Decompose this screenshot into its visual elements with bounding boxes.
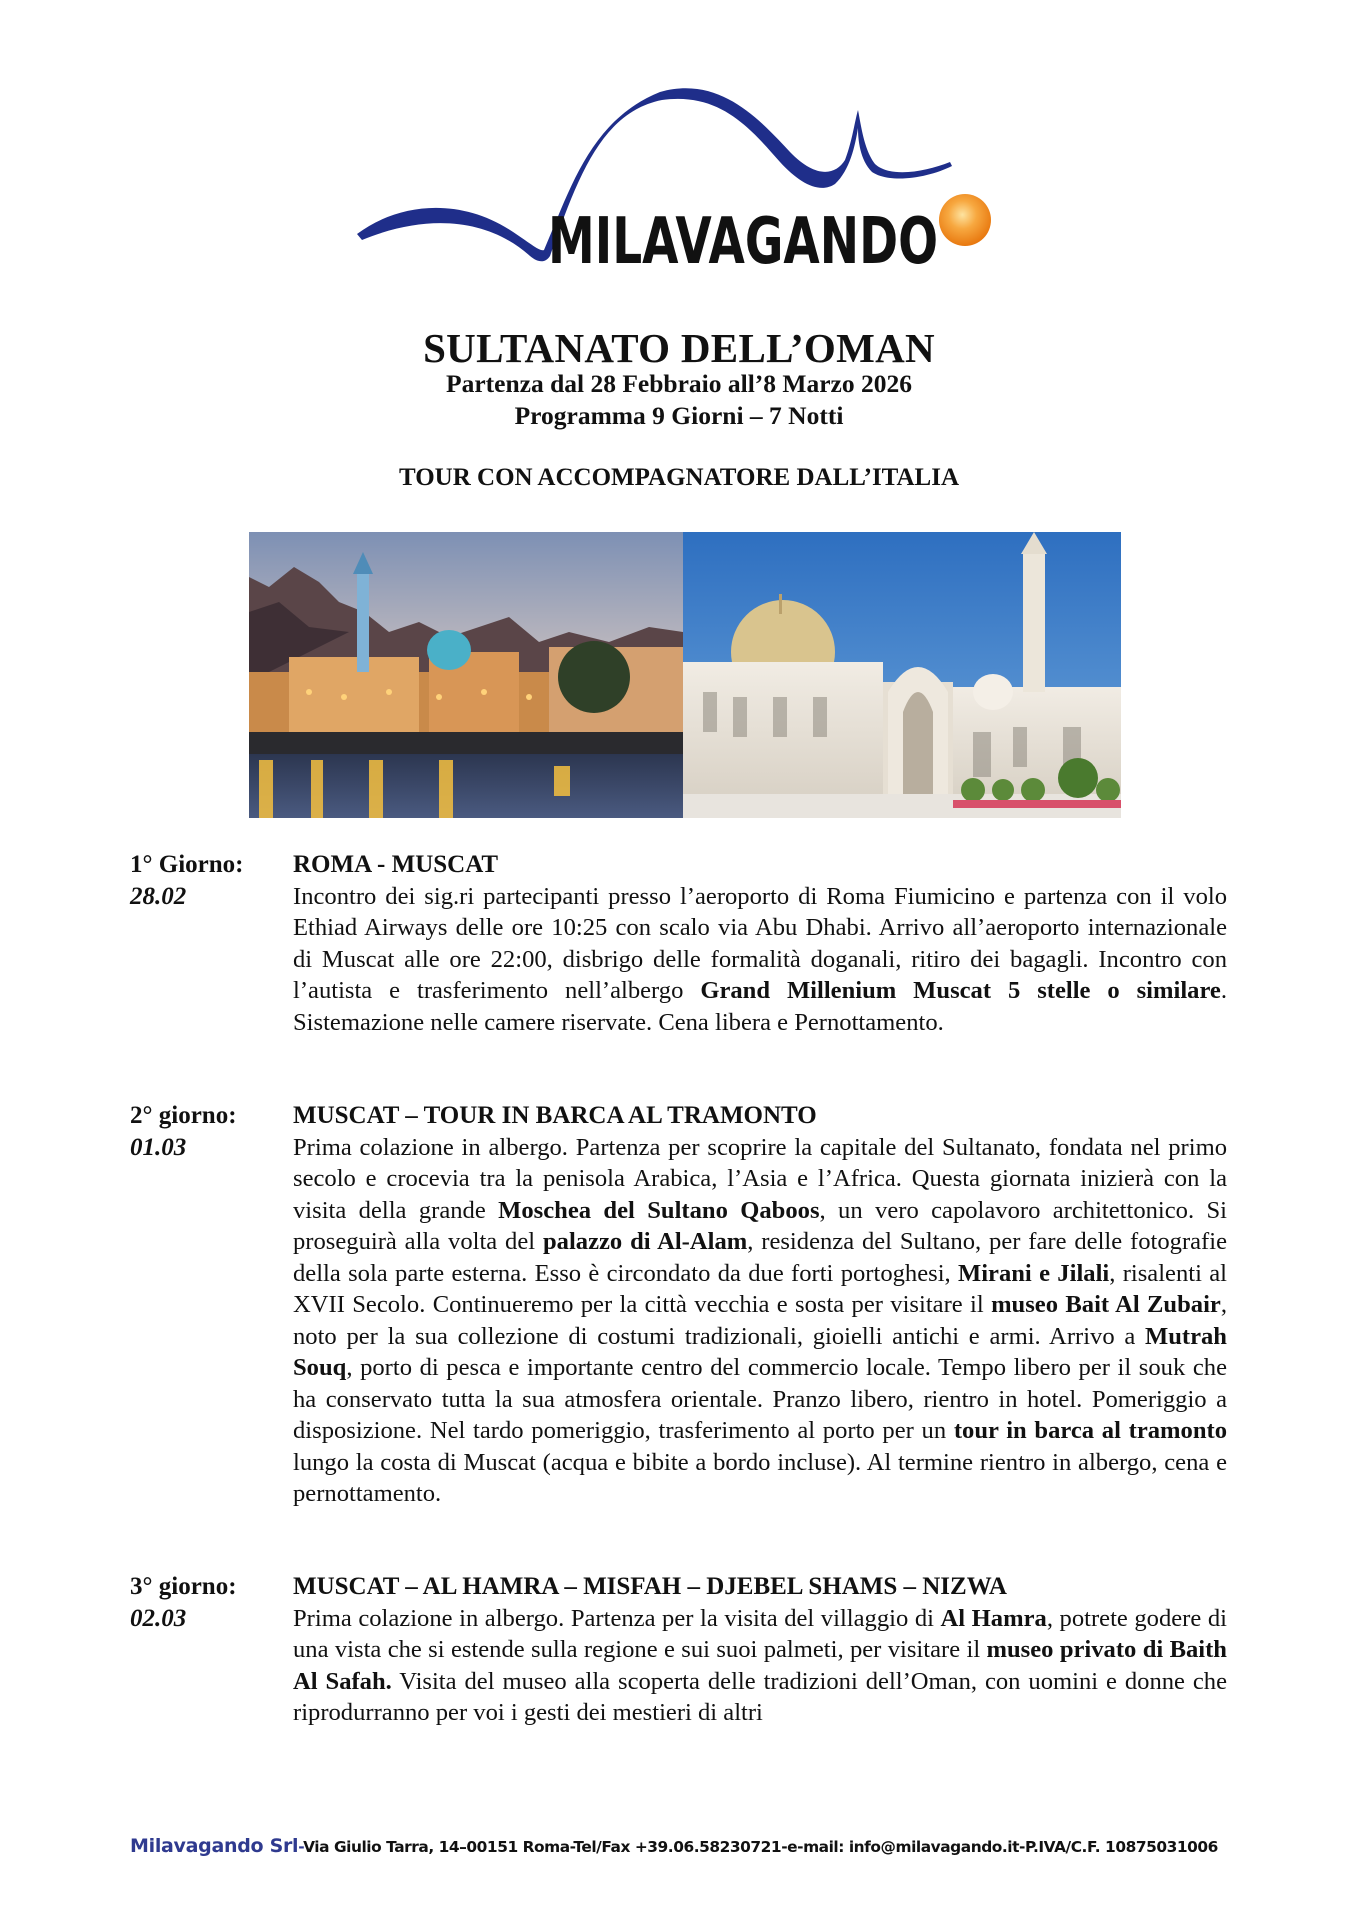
day-description xyxy=(293,1132,1227,1510)
footer-phone: Tel/Fax +39.06.58230721 xyxy=(573,1838,782,1856)
body-text: , un vero capolavoro architettonico. Si proseguirà alla volta del xyxy=(293,1196,1227,1255)
body-text: , potrete godere di una vista che si estende sulla regione e sui suoi palmeti, per visitare il xyxy=(293,1604,1227,1663)
day-title: ROMA - MUSCAT xyxy=(293,851,499,878)
body-text: , porto di pesca e importante centro del commercio locale. Tempo libero per il souk che ha conservato tutta la sua atmosfera orientale. Pranzo libero, rientro in hotel. Pomeriggio a disposizione. Nel tardo pomeriggio, trasferimento al porto per un xyxy=(293,1354,1227,1444)
program-duration: Programma 9 Giorni – 7 Notti xyxy=(514,401,844,430)
highlight-text: Grand Millenium Muscat 5 stelle o similare xyxy=(700,977,1221,1004)
body-text: lungo la costa di Muscat (acqua e bibite a bordo incluse). Al termine rientro in albergo, cena e pernottamento. xyxy=(293,1448,1227,1507)
photo-grand-mosque xyxy=(683,532,1121,818)
footer-email[interactable]: e-mail: info@milavagando.it xyxy=(787,1838,1020,1856)
photo-muscat-corniche xyxy=(249,532,683,818)
day-label: 3° giorno: xyxy=(130,1573,237,1600)
tour-type: TOUR CON ACCOMPAGNATORE DALL’ITALIA xyxy=(398,464,960,491)
footer-separator: - xyxy=(1019,1838,1025,1856)
highlight-text: museo privato di Baith Al Safah. xyxy=(293,1636,1227,1695)
highlight-text: Mutrah Souq xyxy=(293,1322,1227,1381)
body-text: , residenza del Sultano, per fare delle fotografie della sola parte esterna. Esso è circondato da due forti portoghesi, xyxy=(293,1228,1227,1287)
footer-address: Via Giulio Tarra, 14–00151 Roma xyxy=(303,1838,570,1856)
milavagando-logo xyxy=(340,80,1020,280)
day-title: MUSCAT – TOUR IN BARCA AL TRAMONTO xyxy=(293,1102,817,1129)
day-title: MUSCAT – AL HAMRA – MISFAH – DJEBEL SHAMS – NIZWA xyxy=(293,1573,1007,1600)
departure-dates: Partenza dal 28 Febbraio all’8 Marzo 2026 xyxy=(446,369,912,398)
body-text: , noto per la sua collezione di costumi tradizionali, gioielli antichi e armi. Arrivo a xyxy=(293,1291,1227,1350)
footer-separator: - xyxy=(569,1838,574,1856)
highlight-text: museo Bait Al Zubair xyxy=(991,1291,1221,1318)
day-date: 01.03 xyxy=(130,1133,187,1161)
highlight-text: tour in barca al tramonto xyxy=(953,1417,1227,1444)
day-description xyxy=(293,1603,1227,1729)
body-text: Prima colazione in albergo. Partenza per la visita del villaggio di xyxy=(293,1604,941,1632)
logo-text: MILAVAGANDO xyxy=(548,205,938,279)
footer-company: Milavagando Srl xyxy=(130,1835,299,1857)
footer-separator: - xyxy=(298,1838,304,1856)
page-title: SULTANATO DELL’OMAN xyxy=(423,325,935,371)
footer-vat: P.IVA/C.F. 10875031006 xyxy=(1024,1838,1218,1856)
footer-contact xyxy=(130,1834,1230,1859)
highlight-text: Al Hamra xyxy=(940,1604,1047,1632)
body-text: Incontro dei sig.ri partecipanti presso l’aeroporto di Roma Fiumicino e partenza con il volo Ethiad Airways delle ore 10:25 con scalo via Abu Dhabi. Arrivo all’aeroporto internazionale di Muscat alle ore 22:00, disbrigo delle formalità doganali, ritiro dei bagagli. Incontro con l’autista e trasferimento nell’albergo xyxy=(293,882,1227,1004)
highlight-text: Mirani e Jilali xyxy=(958,1259,1110,1287)
highlight-text: Moschea del Sultano Qaboos xyxy=(498,1196,820,1224)
body-text: . Sistemazione nelle camere riservate. Cena libera e Pernottamento. xyxy=(293,977,1227,1036)
footer-separator: - xyxy=(781,1838,788,1856)
highlight-text: palazzo di Al-Alam xyxy=(542,1228,748,1255)
body-text: Prima colazione in albergo. Partenza per scoprire la capitale del Sultanato, fondata nel primo secolo e crocevia tra la penisola Arabica, l’Asia e l’Africa. Questa giornata inizierà con la visita della grande xyxy=(293,1133,1227,1224)
logo-graphic xyxy=(340,80,1020,280)
body-text: Visita del museo alla scoperta delle tradizioni dell’Oman, con uomini e donne che riprodurranno per voi i gesti dei mestieri di altri xyxy=(293,1667,1227,1726)
day-label: 1° Giorno: xyxy=(130,851,244,878)
sun-icon xyxy=(939,194,991,246)
day-date: 28.02 xyxy=(130,882,187,910)
body-text: , risalenti al XVII Secolo. Continueremo per la città vecchia e sosta per visitare il xyxy=(293,1259,1227,1318)
day-description xyxy=(293,881,1227,1039)
day-label: 2° giorno: xyxy=(130,1102,237,1129)
day-date: 02.03 xyxy=(130,1604,187,1632)
photo-banner xyxy=(249,532,1121,818)
